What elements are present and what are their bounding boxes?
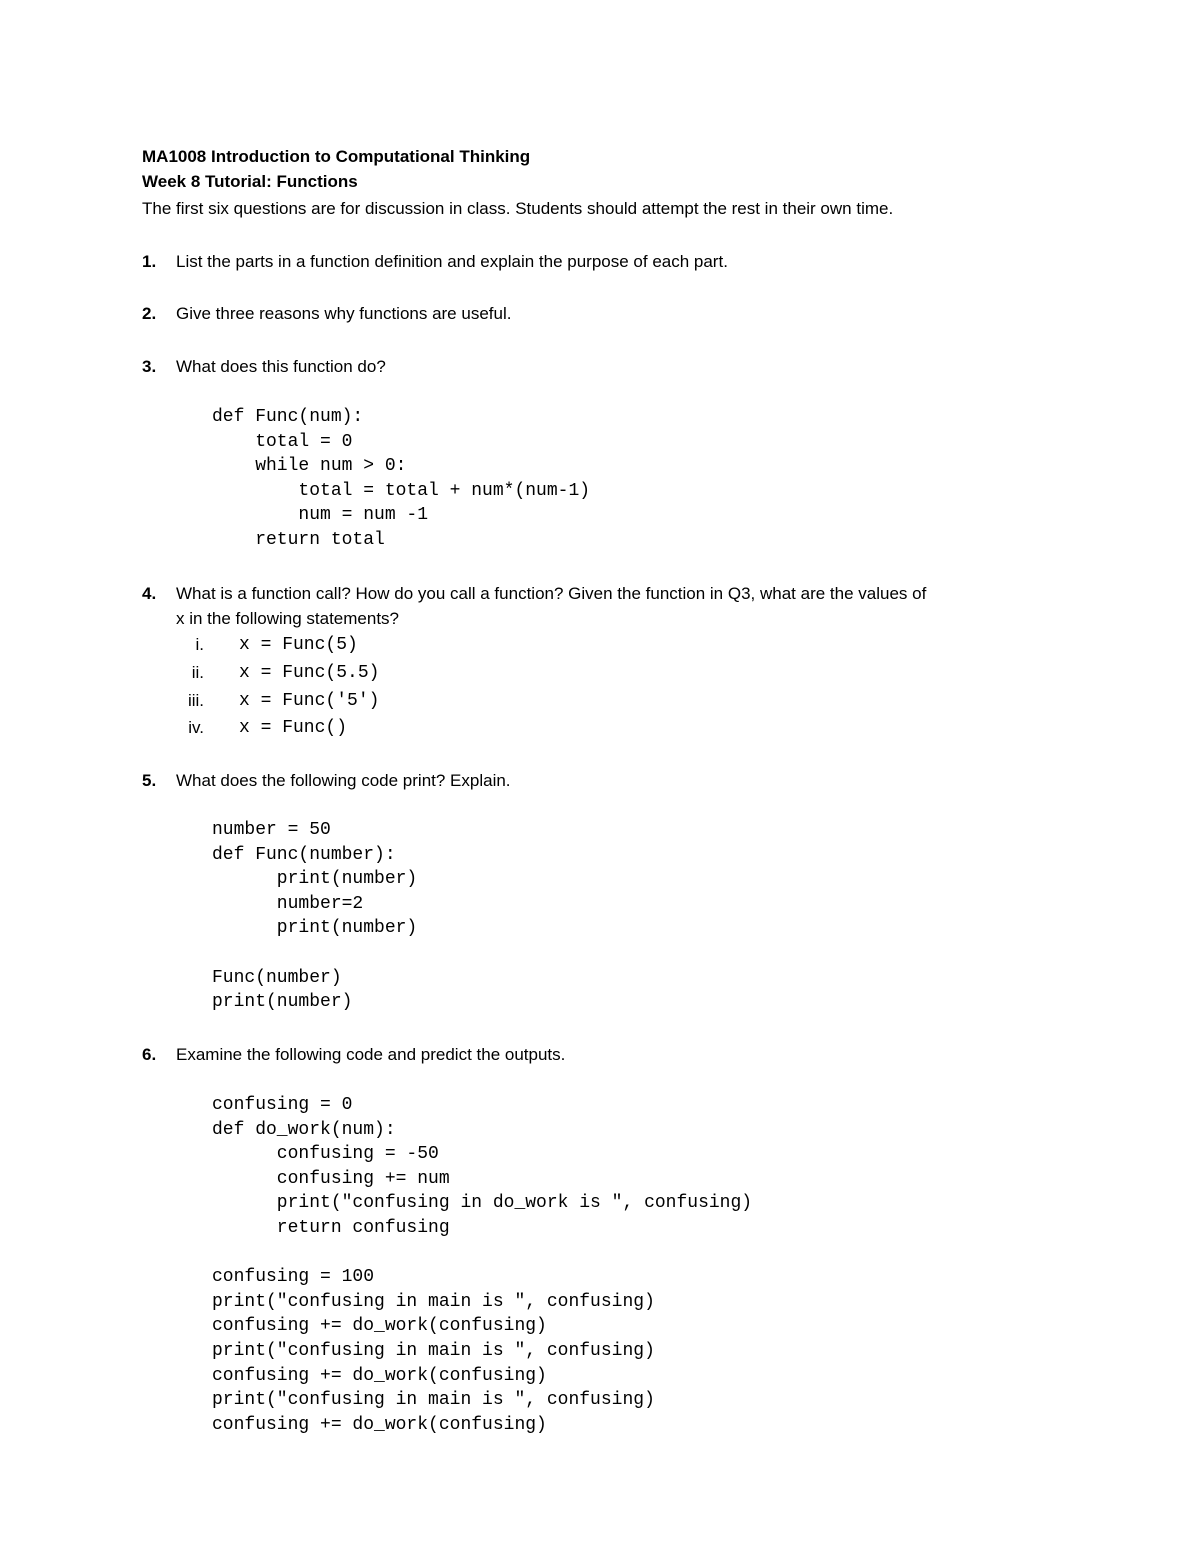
- question-1-number: 1.: [142, 252, 157, 271]
- code-line: confusing += do_work(confusing): [212, 1414, 547, 1435]
- question-6-code: [212, 1093, 752, 1437]
- question-2-number: 2.: [142, 304, 157, 323]
- sub-item-label: i.: [195, 635, 204, 654]
- question-4-text-line2: x in the following statements?: [176, 609, 400, 628]
- code-line: def Func(num):: [212, 407, 364, 427]
- code-line: def Func(number):: [212, 844, 396, 865]
- code-line: while num > 0:: [212, 456, 407, 477]
- sub-item-code: x = Func('5'): [239, 691, 380, 711]
- question-3-code: [212, 405, 590, 553]
- code-line: num = num -1: [212, 505, 429, 526]
- question-4-text-line1: What is a function call? How do you call a function? Given the function in Q3, what are the values of: [176, 584, 927, 603]
- code-line: number = 50: [212, 820, 331, 840]
- code-line: confusing = 100: [212, 1267, 375, 1288]
- intro-text: The first six questions are for discussion in class. Students should attempt the rest in their own time.: [142, 199, 894, 218]
- sub-item-code: x = Func(5): [239, 635, 358, 655]
- question-5-code: [212, 818, 417, 1015]
- code-line: print(number): [212, 992, 353, 1013]
- course-title: MA1008 Introduction to Computational Thinking: [142, 147, 531, 166]
- code-line: print("confusing in main is ", confusing): [212, 1340, 655, 1361]
- sub-item-code: x = Func(): [239, 718, 348, 738]
- code-line: number=2: [212, 893, 364, 914]
- code-line: total = total + num*(num-1): [212, 480, 591, 501]
- question-3-text: What does this function do?: [176, 357, 386, 376]
- question-5-text: What does the following code print? Explain.: [176, 771, 511, 790]
- code-line: print("confusing in do_work is ", confusing): [212, 1193, 753, 1214]
- code-line: print("confusing in main is ", confusing): [212, 1291, 655, 1312]
- code-line: print(number): [212, 918, 418, 939]
- code-line: print("confusing in main is ", confusing): [212, 1390, 655, 1411]
- code-line: total = 0: [212, 431, 353, 452]
- tutorial-title: Week 8 Tutorial: Functions: [142, 172, 358, 191]
- code-line: confusing += do_work(confusing): [212, 1316, 547, 1337]
- question-1-text: List the parts in a function definition and explain the purpose of each part.: [176, 252, 728, 271]
- code-line: confusing = -50: [212, 1144, 439, 1165]
- code-line: def do_work(num):: [212, 1119, 396, 1140]
- question-2-text: Give three reasons why functions are useful.: [176, 304, 512, 323]
- code-line: return confusing: [212, 1217, 450, 1238]
- question-6-number: 6.: [142, 1045, 157, 1064]
- code-line: Func(number): [212, 967, 342, 988]
- code-line: confusing += num: [212, 1168, 450, 1189]
- code-line: confusing += do_work(confusing): [212, 1365, 547, 1386]
- code-line: return total: [212, 529, 385, 550]
- code-line: confusing = 0: [212, 1095, 353, 1115]
- question-3-number: 3.: [142, 357, 157, 376]
- question-6-text: Examine the following code and predict the outputs.: [176, 1045, 566, 1064]
- sub-item-label: iv.: [188, 718, 204, 737]
- sub-item-label: iii.: [187, 691, 204, 710]
- sub-item-code: x = Func(5.5): [239, 663, 380, 683]
- sub-item-label: ii.: [191, 663, 204, 682]
- code-line: print(number): [212, 869, 418, 890]
- question-4-number: 4.: [142, 584, 157, 603]
- question-5-number: 5.: [142, 771, 157, 790]
